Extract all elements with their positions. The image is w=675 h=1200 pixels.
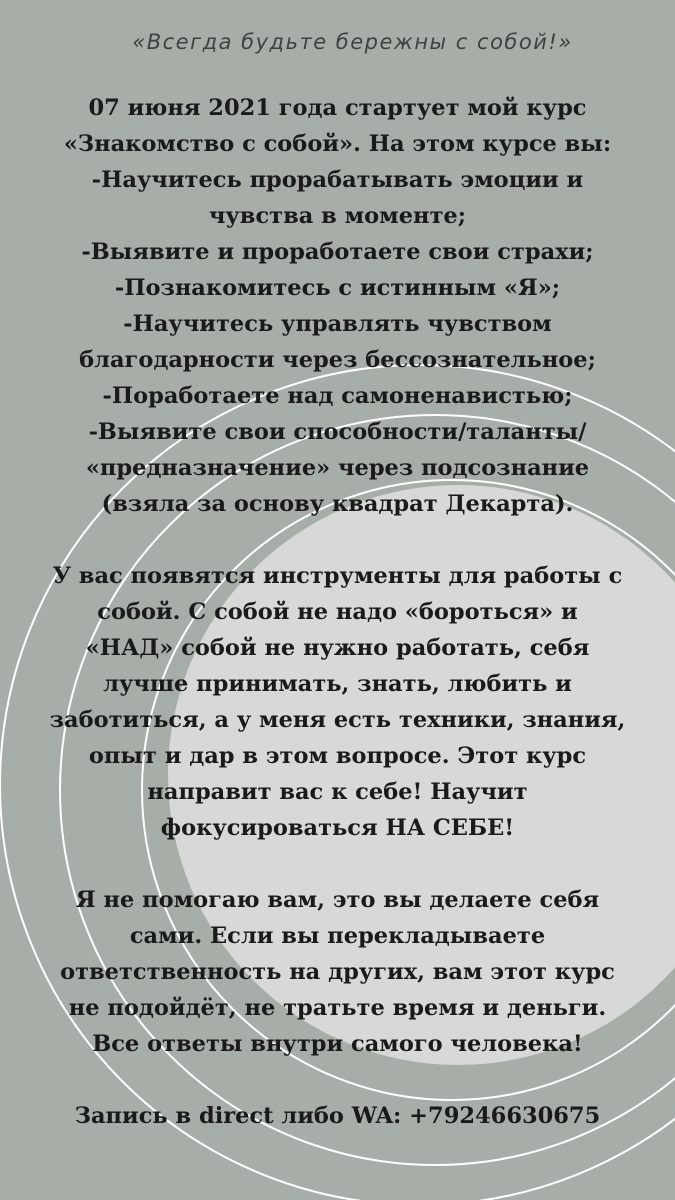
intro-paragraph [30, 90, 645, 522]
text-line: 07 июня 2021 года стартует мой курс [88, 95, 587, 121]
tagline: «Всегда будьте бережны с собой!» [132, 30, 573, 54]
text-line: ответственность на других, вам этот курс [60, 959, 615, 985]
text-line: -Научитесь управлять чувством [123, 311, 552, 337]
text-line: чувства в моменте; [208, 203, 467, 229]
text-line: опыт и дар в этом вопросе. Этот курс [88, 743, 587, 769]
text-line: сами. Если вы перекладываете [129, 923, 546, 949]
paragraph-spacer [30, 846, 645, 882]
text-line: Все ответы внутри самого человека! [92, 1031, 583, 1057]
text-line: -Научитесь прорабатывать эмоции и [91, 167, 584, 193]
text-line: собой. С собой не надо «бороться» и [97, 599, 578, 625]
text-line: «Знакомство с собой». На этом курсе вы: [63, 131, 612, 157]
text-line: заботиться, а у меня есть техники, знания, [49, 707, 626, 733]
text-line: -Выявите свои способности/таланты/ [88, 419, 587, 445]
text-line: лучше принимать, знать, любить и [103, 671, 572, 697]
text-line: (взяла за основу квадрат Декарта). [101, 491, 574, 517]
text-line: не подойдёт, не тратьте время и деньги. [68, 995, 607, 1021]
text-line: Я не помогаю вам, это вы делаете себя [75, 887, 600, 913]
text-line: «НАД» собой не нужно работать, себя [85, 635, 590, 661]
paragraph-spacer [30, 1062, 645, 1098]
contact-line: Запись в direct либо WA: +79246630675 [74, 1103, 601, 1129]
paragraph-spacer [30, 522, 645, 558]
tools-paragraph [30, 558, 645, 846]
text-line: «предназначение» через подсознание [85, 455, 590, 481]
text-line: У вас появятся инструменты для работы с [52, 563, 623, 589]
text-line: -Выявите и проработаете свои страхи; [81, 239, 594, 265]
text-line: -Познакомитесь с истинным «Я»; [114, 275, 561, 301]
text-line: фокусироваться НА СЕБЕ! [160, 815, 515, 841]
contact-paragraph [30, 1098, 645, 1134]
text-line: благодарности через бессознательное; [79, 347, 596, 373]
responsibility-paragraph [30, 882, 645, 1062]
text-line: -Поработаете над самоненавистью; [102, 383, 573, 409]
text-line: направит вас к себе! Научит [147, 779, 528, 805]
post-text [30, 90, 645, 1134]
